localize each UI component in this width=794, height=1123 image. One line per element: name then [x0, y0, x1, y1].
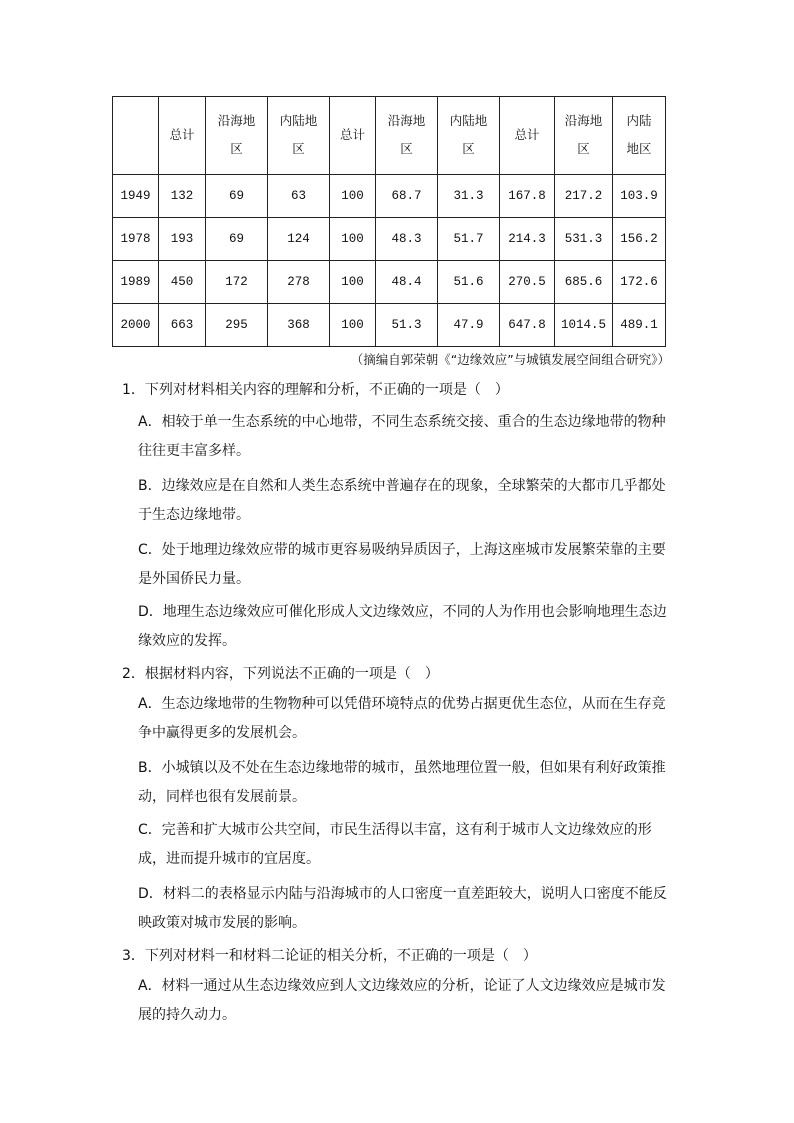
- header-cell: 总计: [159, 97, 206, 175]
- question-2-option-b: B．小城镇以及不处在生态边缘地带的城市，虽然地理位置一般，但如果有利好政策推动，同样也很有发展前景。: [138, 760, 666, 805]
- table-cell: 685.6: [555, 261, 613, 304]
- source-citation: （摘编自郭荣朝《“边缘效应”与城镇发展空间组合研究》）: [350, 352, 670, 367]
- table-cell: 1989: [113, 261, 159, 304]
- table-header-row: [113, 97, 666, 175]
- table-cell: 51.7: [438, 218, 500, 261]
- table-cell: 193: [159, 218, 206, 261]
- table-cell: 167.8: [500, 175, 555, 218]
- table-cell: 100: [330, 218, 376, 261]
- table-cell: 48.3: [376, 218, 438, 261]
- header-cell: 总计: [330, 97, 376, 175]
- table-cell: 48.4: [376, 261, 438, 304]
- table-cell: 172.6: [613, 261, 666, 304]
- table-cell: 270.5: [500, 261, 555, 304]
- table-cell: 172: [206, 261, 268, 304]
- question-1-option-b: B．边缘效应是在自然和人类生态系统中普遍存在的现象，全球繁荣的大都市几乎都处于生态边缘地带。: [138, 478, 666, 523]
- table-cell: 156.2: [613, 218, 666, 261]
- table-cell: 68.7: [376, 175, 438, 218]
- table-cell: 69: [206, 218, 268, 261]
- table-cell: 450: [159, 261, 206, 304]
- question-3-option-a: A．材料一通过从生态边缘效应到人文边缘效应的分析，论证了人文边缘效应是城市发展的持久动力。: [138, 978, 666, 1023]
- table-cell: 531.3: [555, 218, 613, 261]
- table-cell: 217.2: [555, 175, 613, 218]
- question-1-option-a: A．相较于单一生态系统的中心地带，不同生态系统交接、重合的生态边缘地带的物种往往更丰富多样。: [138, 414, 666, 459]
- table-cell: 132: [159, 175, 206, 218]
- table-cell: 214.3: [500, 218, 555, 261]
- question-2-option-d: D．材料二的表格显示内陆与沿海城市的人口密度一直差距较大，说明人口密度不能反映政策对城市发展的影响。: [138, 886, 667, 931]
- table-cell: 31.3: [438, 175, 500, 218]
- header-cell: 沿海地 区: [376, 97, 438, 175]
- question-1-option-d: D．地理生态边缘效应可催化形成人文边缘效应，不同的人为作用也会影响地理生态边缘效应的发挥。: [138, 604, 667, 649]
- question-2-option-c: C．完善和扩大城市公共空间，市民生活得以丰富，这有利于城市人文边缘效应的形成，进而提升城市的宜居度。: [138, 822, 652, 867]
- table-cell: 295: [206, 304, 268, 347]
- table-cell: 368: [268, 304, 330, 347]
- table-cell: 2000: [113, 304, 159, 347]
- header-cell: 内陆地 区: [268, 97, 330, 175]
- header-cell: [113, 97, 159, 175]
- table-cell: 51.3: [376, 304, 438, 347]
- table-cell: 47.9: [438, 304, 500, 347]
- table-cell: 63: [268, 175, 330, 218]
- header-cell: 内陆地 区: [438, 97, 500, 175]
- table-row: [113, 175, 666, 218]
- table-cell: 1978: [113, 218, 159, 261]
- table-cell: 69: [206, 175, 268, 218]
- header-cell: 沿海地 区: [555, 97, 613, 175]
- table-cell: 663: [159, 304, 206, 347]
- table-cell: 489.1: [613, 304, 666, 347]
- population-table: [112, 96, 666, 347]
- table-cell: 100: [330, 304, 376, 347]
- table-cell: 1949: [113, 175, 159, 218]
- table-row: [113, 218, 666, 261]
- header-cell: 沿海地 区: [206, 97, 268, 175]
- table-cell: 124: [268, 218, 330, 261]
- table-cell: 647.8: [500, 304, 555, 347]
- question-1-stem: 1．下列对材料相关内容的理解和分析，不正确的一项是（ ）: [122, 382, 509, 398]
- table-cell: 100: [330, 261, 376, 304]
- table-row: [113, 304, 666, 347]
- table-cell: 51.6: [438, 261, 500, 304]
- table-row: [113, 261, 666, 304]
- table-cell: 1014.5: [555, 304, 613, 347]
- header-cell: 内陆 地区: [613, 97, 666, 175]
- table-cell: 103.9: [613, 175, 666, 218]
- question-2-stem: 2．根据材料内容，下列说法不正确的一项是（ ）: [122, 666, 439, 682]
- table-cell: 100: [330, 175, 376, 218]
- question-1-option-c: C．处于地理边缘效应带的城市更容易吸纳异质因子，上海这座城市发展繁荣靠的主要是外国侨民力量。: [138, 542, 666, 587]
- table-cell: 278: [268, 261, 330, 304]
- header-cell: 总计: [500, 97, 555, 175]
- question-3-stem: 3．下列对材料一和材料二论证的相关分析，不正确的一项是（ ）: [122, 948, 537, 964]
- question-2-option-a: A．生态边缘地带的生物物种可以凭借环境特点的优势占据更优生态位，从而在生存竞争中赢得更多的发展机会。: [138, 696, 666, 741]
